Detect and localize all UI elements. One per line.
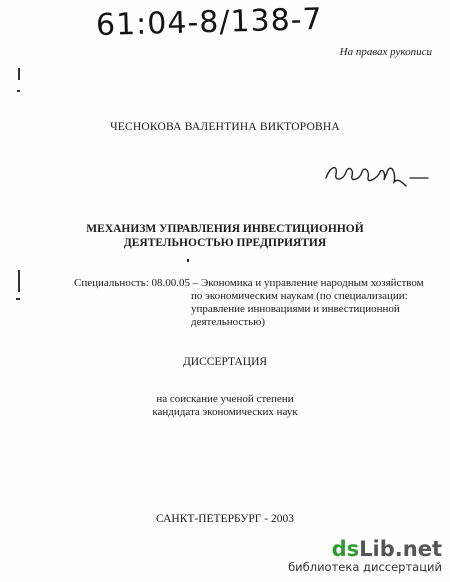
handwritten-catalog-number: 61:04-8/138-7	[95, 2, 324, 43]
watermark-logo-dark: Lib.net	[359, 537, 442, 561]
document-type: ДИССЕРТАЦИЯ	[182, 356, 268, 368]
watermark-subtitle: библиотека диссертаций	[288, 560, 442, 574]
city-year: САНКТ-ПЕТЕРБУРГ - 2003	[156, 513, 294, 525]
degree-purpose	[0, 393, 450, 419]
scan-edge-marks	[16, 60, 22, 320]
specialty-line-3: управление инновациями и инвестиционной	[191, 303, 400, 315]
specialty-lead: Специальность: 08.00.05 – Экономика и управление народным хозяйством	[74, 277, 424, 289]
dissertation-title	[0, 222, 450, 250]
specialty-line-2: по экономическим наукам (по специализации:	[191, 290, 408, 302]
watermark-logo-green: ds	[331, 537, 360, 561]
watermark-logo	[288, 538, 442, 560]
purpose-line-1: на соискание ученой степени	[156, 393, 294, 405]
purpose-line-2: кандидата экономических наук	[152, 406, 298, 418]
specialty-block	[74, 277, 424, 329]
scan-speck	[187, 259, 189, 262]
specialty-continuation	[74, 290, 424, 329]
title-line-2: ДЕЯТЕЛЬНОСТЬЮ ПРЕДПРИЯТИЯ	[123, 237, 327, 249]
handwritten-signature	[322, 158, 432, 188]
author-name: ЧЕСНОКОВА ВАЛЕНТИНА ВИКТОРОВНА	[110, 121, 340, 133]
watermark	[288, 538, 442, 574]
title-line-1: МЕХАНИЗМ УПРАВЛЕНИЯ ИНВЕСТИЦИОННОЙ	[86, 223, 364, 235]
rights-note: На правах рукописи	[339, 46, 432, 58]
specialty-line-4: деятельностью)	[191, 316, 265, 328]
